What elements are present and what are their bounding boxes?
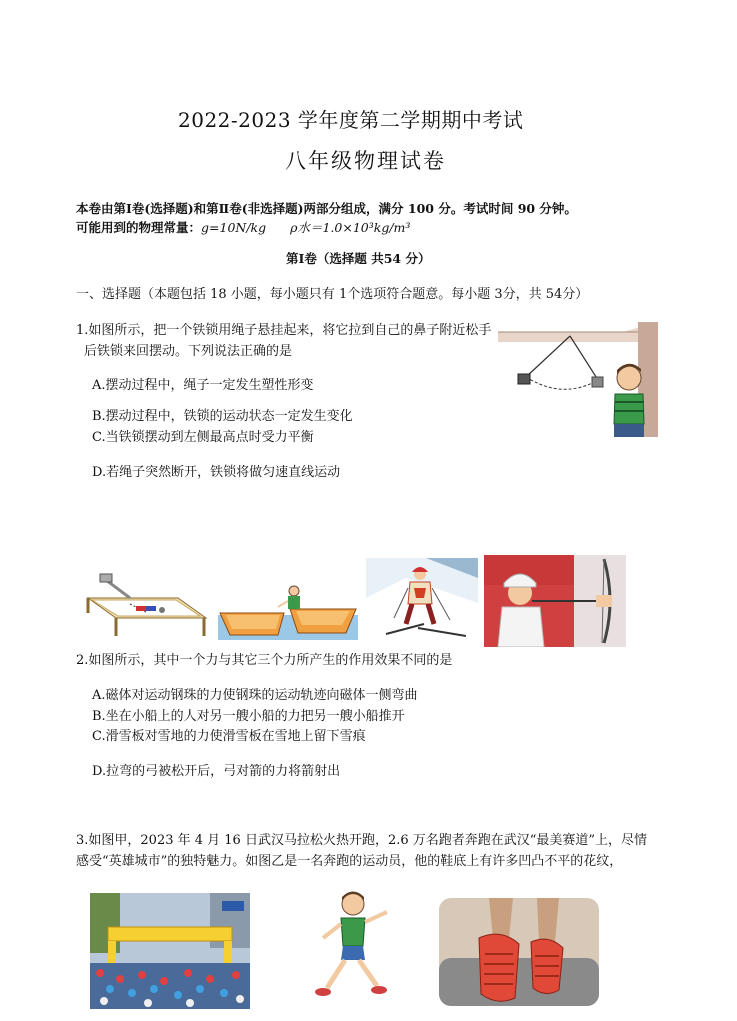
q2-archer-figure [484,555,626,647]
exam-subtitle: 八年级物理试卷 [285,149,446,173]
q2-option-a: A.磁体对运动钢珠的力使钢珠的运动轨迹向磁体一侧弯曲 [92,688,418,703]
q2-option-c: C.滑雪板对雪地的力使滑雪板在雪地上留下雪痕 [92,729,366,744]
q1-stem-line-2: 后铁锁来回摆动。下列说法正确的是 [84,344,293,359]
q2-stem: 2.如图所示，其中一个力与其它三个力所产生的作用效果不同的是 [76,653,453,668]
q2-option-d: D.拉弯的弓被松开后，弓对箭的力将箭射出 [92,764,341,779]
q3-stem-line-1: 3.如图甲，2023 年 4 月 16 日武汉马拉松火热开跑，2.6 万名跑者奔跑在武汉“最美赛道”上，尽情 [76,833,648,848]
intro-line-1: 本卷由第Ⅰ卷(选择题)和第Ⅱ卷(非选择题)两部分组成，满分 100 分。考试时间 90 分钟。 [76,201,577,216]
q1-option-d: D.若绳子突然断开，铁锁将做匀速直线运动 [92,465,341,480]
q3-stem-line-2: 感受“英雄城市”的独特魅力。如图乙是一名奔跑的运动员，他的鞋底上有许多凹凸不平的花纹， [76,854,623,869]
q1-pendulum-figure [498,322,658,437]
q2-skier-figure [366,558,478,644]
q2-option-b: B.坐在小船上的人对另一艘小船的力把另一艘小船推开 [92,709,405,724]
q1-option-b: B.摆动过程中，铁锁的运动状态一定发生变化 [92,409,353,424]
q1-option-a: A.摆动过程中，绳子一定发生塑性形变 [92,378,314,393]
water-density: ρ水＝1.0×10³kg/m³ [290,220,411,235]
section-1-instructions: 一、选择题（本题包括 18 小题，每小题只有 1个选项符合题意。每小题 3分，共 54分） [76,287,589,302]
q3-runner-figure [305,888,405,1002]
q3-marathon-start-figure [90,893,250,1009]
part-1-heading: 第Ⅰ卷（选择题 共54 分） [286,251,431,266]
intro-line-2 [76,218,410,236]
q3-shoe-sole-figure [439,898,599,1006]
q2-boats-figure [218,585,358,640]
gravity-constant: g=10N/kg [201,220,267,235]
exam-title: 2022-2023 学年度第二学期期中考试 [178,108,524,132]
constants-label: 可能用到的物理常量： [76,220,202,235]
q1-stem-line-1: 1.如图所示，把一个铁锁用绳子悬挂起来，将它拉到自己的鼻子附近松手 [76,323,492,338]
q2-magnet-ball-figure [78,568,208,638]
q1-option-c: C.当铁锁摆动到左侧最高点时受力平衡 [92,430,314,445]
